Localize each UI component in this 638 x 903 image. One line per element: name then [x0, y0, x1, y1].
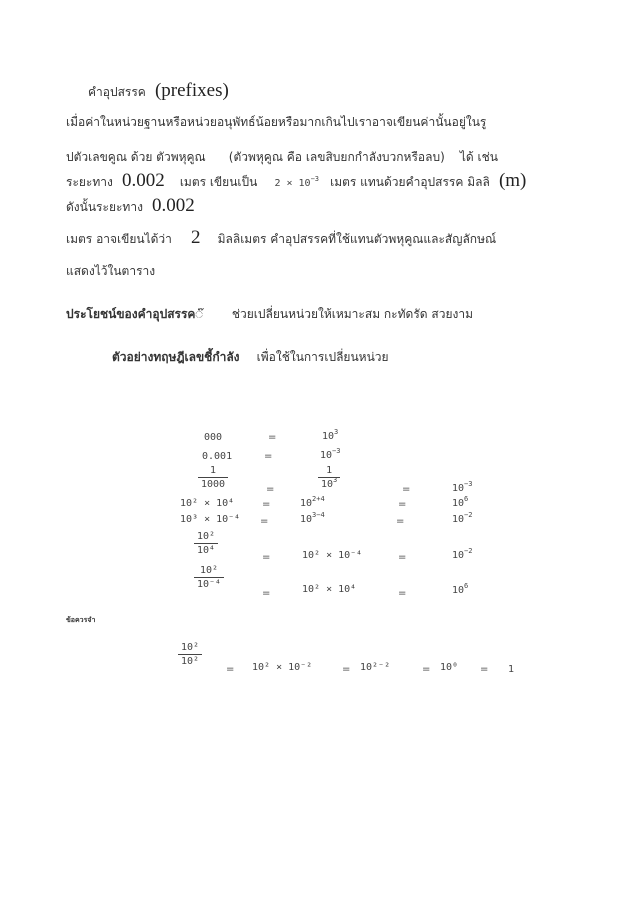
row3-result-exp: −3 [464, 480, 473, 488]
paragraph-line-4 [66, 195, 195, 217]
memo-den: 10² [181, 656, 200, 667]
example-label: ตัวอย่างทฤษฎีเลขชี้กำลัง [112, 350, 240, 364]
row5-eq2: = [396, 516, 405, 527]
heading-latin: (prefixes) [154, 80, 229, 101]
row5-left: 10³ × 10⁻⁴ [180, 514, 241, 525]
row4-result-base: 10 [452, 498, 465, 509]
row2-result-base: 10 [320, 450, 333, 461]
paragraph-line-5-b: มิลลิเมตร คำอุปสรรคที่ใช้แทนตัวพหุคูณและสัญลักษณ์ [217, 232, 497, 246]
row1-left: 000 [204, 432, 223, 443]
row1-eq: = [268, 432, 277, 443]
paragraph-line-5 [66, 227, 496, 249]
example-line [112, 346, 389, 367]
row3-left-den: 1000 [201, 479, 226, 490]
milli-value: 2 [190, 227, 201, 248]
benefit-line [66, 303, 473, 324]
row4-mid-base: 10 [300, 498, 313, 509]
row7-left-den: 10⁻⁴ [197, 579, 222, 590]
memo-eq2: = [342, 664, 351, 675]
row3-mid-den-base: 10 [321, 479, 334, 490]
row6-eq2: = [398, 552, 407, 563]
memo-eq4: = [480, 664, 489, 675]
row6-mid: 10² × 10⁻⁴ [302, 550, 363, 561]
row6-eq1: = [262, 552, 271, 563]
memo-eq1: = [226, 664, 235, 675]
row7-result-exp: 6 [464, 582, 469, 590]
paragraph-line-5-a: เมตร อาจเขียนได้ว่า [66, 232, 172, 246]
row3-mid-den [318, 478, 340, 491]
paragraph-line-1: เมื่อค่าในหน่วยฐานหรือหน่วยอนุพัทธ์น้อยหรือมากเกินไปเราอาจเขียนค่านั้นอยู่ในรู [66, 115, 487, 129]
row3-mid-fraction [318, 464, 340, 491]
row3-eq2: = [402, 484, 411, 495]
row3-result-base: 10 [452, 483, 465, 494]
row6-result-base: 10 [452, 550, 465, 561]
row7-result-base: 10 [452, 585, 465, 596]
row3-eq1: = [266, 484, 275, 495]
row4-mid-exp: 2+4 [312, 495, 325, 503]
benefit-label: ประโยชน์ของคำอุปสรรค [66, 307, 196, 321]
milli-symbol: (m) [498, 170, 527, 191]
memo-step3: 10⁰ [440, 662, 459, 673]
row4-mid [300, 495, 325, 509]
scientific-notation [274, 175, 319, 189]
row4-result-exp: 6 [464, 495, 469, 503]
row7-left-num: 10² [200, 565, 219, 576]
memo-step1: 10² × 10⁻² [252, 662, 313, 673]
row1-result [322, 428, 339, 442]
row2-eq: = [264, 451, 273, 462]
paragraph-line-2-a: ปตัวเลขคูณ ด้วย ตัวพหุคูณ [66, 150, 206, 164]
row6-result [452, 547, 473, 561]
row7-left-fraction [194, 564, 224, 591]
paragraph-line-3 [66, 170, 526, 192]
row6-result-exp: −2 [464, 547, 473, 555]
row6-left-den: 10⁴ [197, 545, 216, 556]
memo-fraction [178, 641, 202, 668]
row2-result [320, 447, 341, 461]
paragraph-line-2 [66, 146, 498, 167]
memo-num: 10² [181, 642, 200, 653]
benefit-glyph: ◌๊ [195, 307, 203, 321]
row5-result [452, 511, 473, 525]
distance-value-2: 0.002 [152, 195, 195, 216]
row3-left-num: 1 [210, 465, 217, 476]
row3-result [452, 480, 473, 494]
benefit-text: ช่วยเปลี่ยนหน่วยให้เหมาะสม กะทัดรัด สวยงาม [231, 307, 473, 321]
paragraph-line-6: แสดงไว้ในตาราง [66, 264, 156, 278]
row7-eq2: = [398, 588, 407, 599]
distance-value: 0.002 [121, 170, 165, 191]
row5-mid-exp: 3−4 [312, 511, 325, 519]
paragraph-line-3-b: เมตร เขียนเป็น [179, 175, 258, 189]
paragraph-line-4-a: ดังนั้นระยะทาง [66, 200, 143, 214]
heading [88, 80, 229, 102]
paragraph-line-3-a: ระยะทาง [66, 175, 113, 189]
memo-step4: 1 [508, 664, 515, 675]
paragraph-line-2-b: (ตัวพหุคูณ คือ เลขสิบยกกำลังบวกหรือลบ) [228, 150, 445, 164]
row2-left: 0.001 [202, 451, 233, 462]
row5-mid-base: 10 [300, 514, 313, 525]
row6-left-fraction [194, 530, 218, 557]
row4-eq1: = [262, 499, 271, 510]
row7-mid: 10² × 10⁴ [302, 584, 357, 595]
row5-mid [300, 511, 325, 525]
row3-left-fraction [198, 464, 228, 491]
row5-result-base: 10 [452, 514, 465, 525]
row5-result-exp: −2 [464, 511, 473, 519]
row1-result-exp: 3 [334, 428, 339, 436]
row3-mid-den-exp: 3 [333, 476, 338, 484]
scientific-notation-base: 2 × 10 [274, 178, 311, 189]
example-text: เพื่อใช้ในการเปลี่ยนหน่วย [256, 350, 389, 364]
row3-mid-num: 1 [326, 465, 333, 476]
memo-step2: 10²⁻² [360, 662, 391, 673]
row5-eq1: = [260, 516, 269, 527]
row7-result [452, 582, 469, 596]
row4-eq2: = [398, 499, 407, 510]
memo-eq3: = [422, 664, 431, 675]
row4-result [452, 495, 469, 509]
row6-left-num: 10² [197, 531, 216, 542]
row1-result-base: 10 [322, 431, 335, 442]
row4-left: 10² × 10⁴ [180, 498, 235, 509]
paragraph-line-2-c: ได้ เช่น [459, 150, 498, 164]
memo-label: ข้อควรจำ [66, 616, 96, 624]
heading-thai: คำอุปสรรค [88, 85, 146, 99]
scientific-notation-exp: −3 [310, 175, 319, 183]
row7-eq1: = [262, 588, 271, 599]
paragraph-line-3-c: เมตร แทนด้วยคำอุปสรรค มิลลิ [330, 175, 490, 189]
row2-result-exp: −3 [332, 447, 341, 455]
